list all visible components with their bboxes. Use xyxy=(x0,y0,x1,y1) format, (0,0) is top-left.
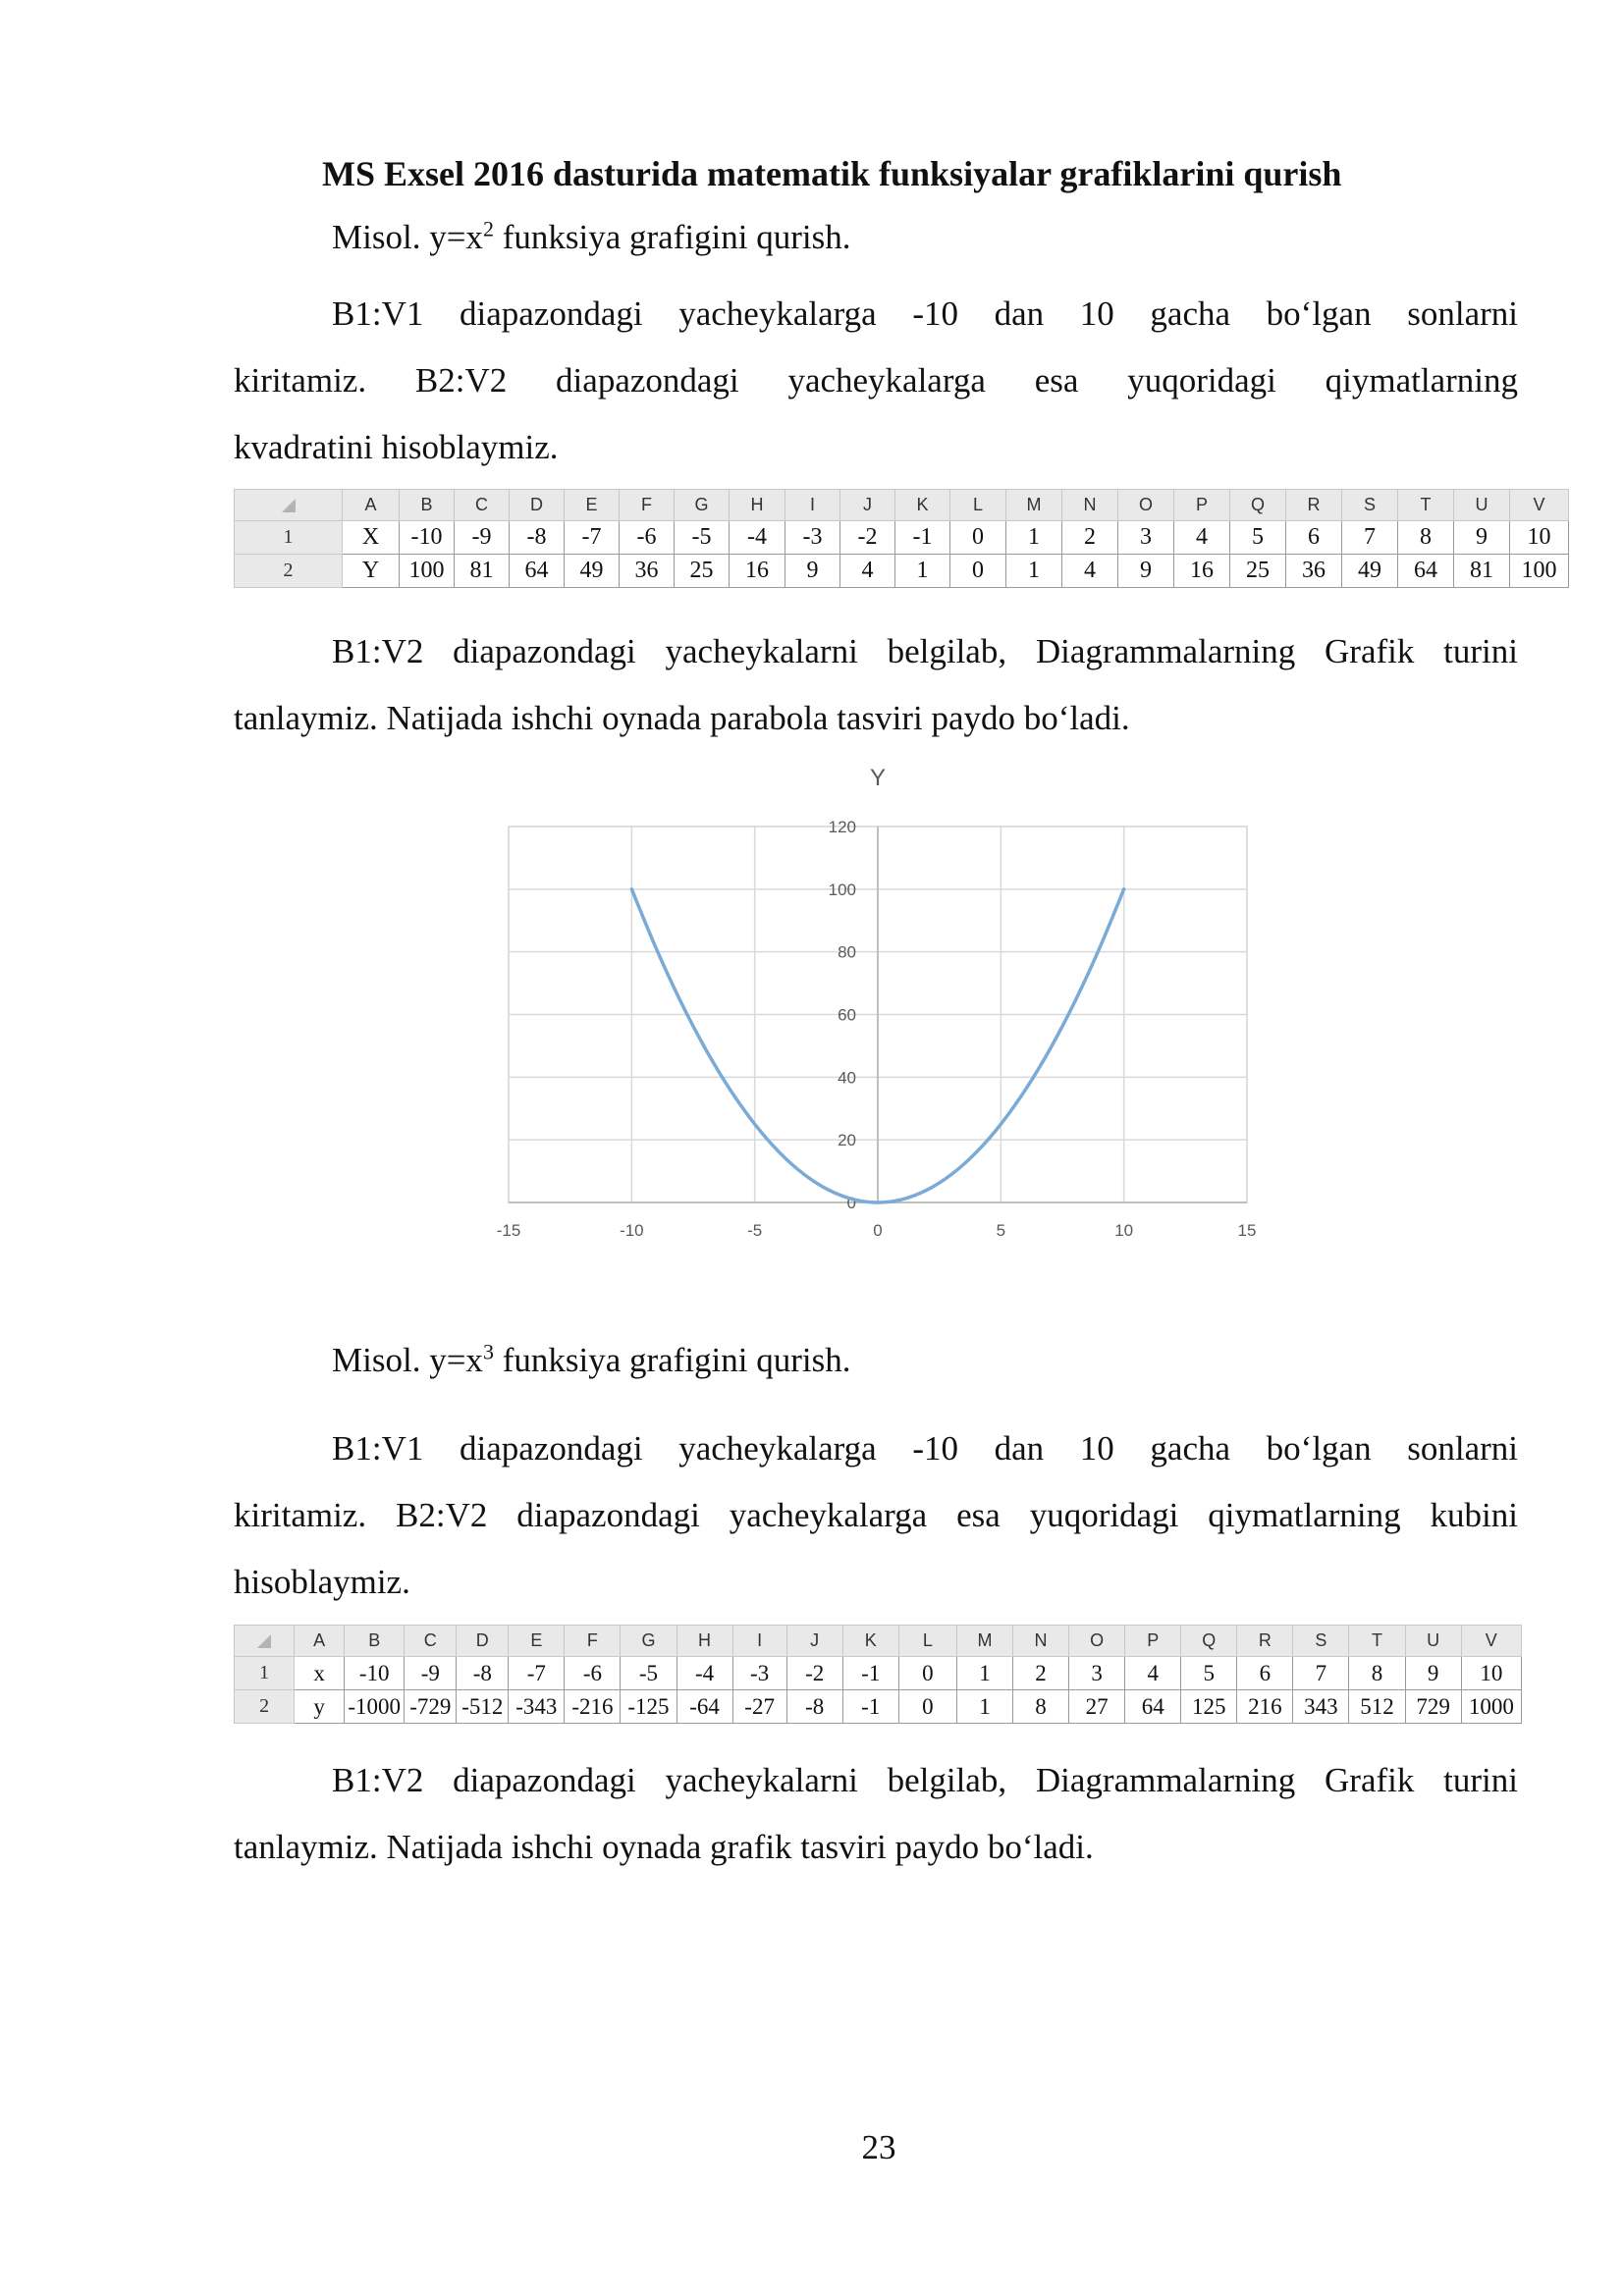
cell[interactable]: 1000 xyxy=(1461,1690,1521,1724)
cell[interactable]: -1000 xyxy=(345,1690,405,1724)
cell[interactable]: -27 xyxy=(732,1690,786,1724)
cell[interactable]: -7 xyxy=(509,1657,565,1690)
cell[interactable]: -8 xyxy=(786,1690,842,1724)
example1-title-exponent: 2 xyxy=(482,216,494,241)
cell[interactable]: 7 xyxy=(1293,1657,1349,1690)
cell[interactable]: 5 xyxy=(1181,1657,1237,1690)
paragraph-line: B1:V2 diapazondagi yacheykalarni belgilab, Diagrammalarning Grafik turini xyxy=(332,632,1518,670)
paragraph-line: kiritamiz. B2:V2 diapazondagi yacheykalarga esa yuqoridagi qiymatlarning kubini xyxy=(234,1496,1518,1534)
x-tick-label: 15 xyxy=(1237,1221,1257,1240)
cell[interactable]: 0 xyxy=(950,521,1006,555)
cell[interactable]: 4 xyxy=(1062,555,1118,588)
column-header[interactable]: P xyxy=(1125,1626,1181,1657)
column-header[interactable]: S xyxy=(1342,490,1398,521)
row-header[interactable]: 2 xyxy=(235,1690,295,1724)
column-header[interactable]: G xyxy=(621,1626,677,1657)
cell[interactable]: -3 xyxy=(732,1657,786,1690)
x-tick-label: 0 xyxy=(873,1221,883,1240)
y-tick-label: 120 xyxy=(828,818,856,836)
paragraph-line: kiritamiz. B2:V2 diapazondagi yacheykalarga esa yuqoridagi qiymatlarning xyxy=(234,361,1518,400)
cell[interactable]: 4 xyxy=(840,555,895,588)
cell[interactable]: 64 xyxy=(1398,555,1454,588)
cell[interactable]: 0 xyxy=(898,1690,956,1724)
column-header[interactable]: R xyxy=(1286,490,1342,521)
column-header[interactable]: T xyxy=(1349,1626,1405,1657)
cell[interactable]: 9 xyxy=(1454,521,1510,555)
cell[interactable]: -10 xyxy=(345,1657,405,1690)
column-header[interactable]: U xyxy=(1454,490,1510,521)
example2-paragraph xyxy=(234,1415,1518,1616)
cell[interactable]: 10 xyxy=(1510,521,1569,555)
cell[interactable]: -6 xyxy=(620,521,675,555)
column-header[interactable]: H xyxy=(677,1626,732,1657)
cell[interactable]: 216 xyxy=(1237,1690,1293,1724)
cell[interactable]: 9 xyxy=(1118,555,1174,588)
row-header[interactable]: 1 xyxy=(235,1657,295,1690)
column-header[interactable]: U xyxy=(1405,1626,1461,1657)
cell[interactable]: -3 xyxy=(785,521,840,555)
cell[interactable]: -216 xyxy=(565,1690,621,1724)
cell[interactable]: 8 xyxy=(1349,1657,1405,1690)
cell[interactable]: 49 xyxy=(1342,555,1398,588)
cell[interactable]: 81 xyxy=(455,555,510,588)
cell[interactable]: -729 xyxy=(405,1690,457,1724)
cell[interactable]: -6 xyxy=(565,1657,621,1690)
cell[interactable]: -2 xyxy=(840,521,895,555)
column-header[interactable]: L xyxy=(950,490,1006,521)
paragraph-line: kvadratini hisoblaymiz. xyxy=(234,428,559,466)
column-header[interactable]: V xyxy=(1461,1626,1521,1657)
cell[interactable]: 125 xyxy=(1181,1690,1237,1724)
cell[interactable]: 343 xyxy=(1293,1690,1349,1724)
y-tick-label: 0 xyxy=(846,1194,856,1212)
column-header[interactable]: E xyxy=(509,1626,565,1657)
cell[interactable]: 9 xyxy=(785,555,840,588)
column-header[interactable]: C xyxy=(455,490,510,521)
column-header-row xyxy=(235,1626,1522,1657)
cell[interactable]: 49 xyxy=(565,555,620,588)
cell[interactable]: 25 xyxy=(675,555,730,588)
cell[interactable]: 100 xyxy=(400,555,455,588)
column-header[interactable]: E xyxy=(565,490,620,521)
cell[interactable]: 1 xyxy=(895,555,950,588)
spreadsheet-table-squares xyxy=(234,489,1569,588)
table-row xyxy=(235,1690,1522,1724)
example1-title xyxy=(332,218,851,257)
cell[interactable]: -125 xyxy=(621,1690,677,1724)
cell[interactable]: X xyxy=(343,521,400,555)
cell[interactable]: -4 xyxy=(677,1657,732,1690)
column-header[interactable]: N xyxy=(1062,490,1118,521)
cell[interactable]: 0 xyxy=(950,555,1006,588)
cell[interactable]: x xyxy=(295,1657,345,1690)
cell[interactable]: 3 xyxy=(1069,1657,1125,1690)
paragraph-line: B1:V1 diapazondagi yacheykalarga -10 dan 10 gacha bo‘lgan sonlarni xyxy=(332,294,1518,333)
cell[interactable]: -5 xyxy=(621,1657,677,1690)
column-header[interactable]: H xyxy=(730,490,785,521)
cell[interactable]: -10 xyxy=(400,521,455,555)
cell[interactable]: 36 xyxy=(1286,555,1342,588)
table-row xyxy=(235,1657,1522,1690)
cell[interactable]: 1 xyxy=(1006,521,1062,555)
column-header[interactable]: K xyxy=(842,1626,898,1657)
table-row xyxy=(235,521,1569,555)
paragraph-line: tanlaymiz. Natijada ishchi oynada grafik tasviri paydo bo‘ladi. xyxy=(234,1828,1094,1866)
column-header[interactable]: B xyxy=(400,490,455,521)
column-header[interactable]: J xyxy=(786,1626,842,1657)
cell[interactable]: -9 xyxy=(455,521,510,555)
cell[interactable]: -9 xyxy=(405,1657,457,1690)
cell[interactable]: -8 xyxy=(510,521,565,555)
cell[interactable]: 27 xyxy=(1069,1690,1125,1724)
cell[interactable]: -1 xyxy=(842,1657,898,1690)
cell[interactable]: -2 xyxy=(786,1657,842,1690)
cell[interactable]: 3 xyxy=(1118,521,1174,555)
cell[interactable]: 64 xyxy=(510,555,565,588)
example1-paragraph xyxy=(234,281,1518,481)
select-all-triangle-icon xyxy=(282,499,296,512)
cell[interactable]: 36 xyxy=(620,555,675,588)
column-header[interactable]: Q xyxy=(1181,1626,1237,1657)
y-tick-label: 60 xyxy=(838,1005,856,1025)
y-tick-label: 80 xyxy=(838,942,856,962)
example2-title-exponent: 3 xyxy=(482,1339,494,1364)
cell[interactable]: 1 xyxy=(1006,555,1062,588)
chart-title: Y xyxy=(869,765,887,791)
cell[interactable]: -4 xyxy=(730,521,785,555)
x-tick-label: 5 xyxy=(996,1221,1006,1240)
select-all-corner[interactable] xyxy=(235,1626,295,1657)
column-header[interactable]: K xyxy=(895,490,950,521)
cell[interactable]: 1 xyxy=(956,1657,1012,1690)
column-header[interactable]: P xyxy=(1174,490,1230,521)
cell[interactable]: Y xyxy=(343,555,400,588)
cell[interactable]: 1 xyxy=(956,1690,1012,1724)
row-header[interactable]: 2 xyxy=(235,555,343,588)
cell[interactable]: y xyxy=(295,1690,345,1724)
page-number: 23 xyxy=(861,2128,896,2166)
cell[interactable]: 729 xyxy=(1405,1690,1461,1724)
column-header[interactable]: M xyxy=(956,1626,1012,1657)
column-header[interactable]: O xyxy=(1069,1626,1125,1657)
column-header[interactable]: C xyxy=(405,1626,457,1657)
cell[interactable]: 6 xyxy=(1286,521,1342,555)
column-header[interactable]: I xyxy=(732,1626,786,1657)
page-heading: MS Exsel 2016 dasturida matematik funksiyalar grafiklarini qurish xyxy=(322,154,1342,193)
column-header[interactable]: A xyxy=(295,1626,345,1657)
cell[interactable]: -64 xyxy=(677,1690,732,1724)
cell[interactable]: 16 xyxy=(730,555,785,588)
cell[interactable]: -8 xyxy=(457,1657,509,1690)
cell[interactable]: -5 xyxy=(675,521,730,555)
spreadsheet-table-cubes xyxy=(234,1625,1522,1724)
column-header[interactable]: Q xyxy=(1230,490,1286,521)
x-tick-label: -5 xyxy=(747,1221,763,1240)
example2-after-paragraph xyxy=(234,1747,1518,1881)
column-header[interactable]: F xyxy=(620,490,675,521)
column-header[interactable]: A xyxy=(343,490,400,521)
cell[interactable]: 100 xyxy=(1510,555,1569,588)
column-header[interactable]: B xyxy=(345,1626,405,1657)
cell[interactable]: -1 xyxy=(895,521,950,555)
example1-title-prefix: Misol. y=x xyxy=(332,218,483,256)
example1-after-paragraph xyxy=(234,618,1518,752)
column-header[interactable]: G xyxy=(675,490,730,521)
parabola-chart xyxy=(481,756,1286,1256)
x-tick-label: -15 xyxy=(496,1221,521,1240)
column-header[interactable]: R xyxy=(1237,1626,1293,1657)
column-header[interactable]: S xyxy=(1293,1626,1349,1657)
paragraph-line: B1:V2 diapazondagi yacheykalarni belgilab, Diagrammalarning Grafik turini xyxy=(332,1761,1518,1799)
column-header[interactable]: T xyxy=(1398,490,1454,521)
cell[interactable]: 9 xyxy=(1405,1657,1461,1690)
column-header[interactable]: D xyxy=(457,1626,509,1657)
cell[interactable]: 4 xyxy=(1174,521,1230,555)
paragraph-line: B1:V1 diapazondagi yacheykalarga -10 dan 10 gacha bo‘lgan sonlarni xyxy=(332,1429,1518,1468)
cell[interactable]: 8 xyxy=(1398,521,1454,555)
cell[interactable]: 6 xyxy=(1237,1657,1293,1690)
cell[interactable]: 25 xyxy=(1230,555,1286,588)
select-all-corner[interactable] xyxy=(235,490,343,521)
column-header[interactable]: O xyxy=(1118,490,1174,521)
cell[interactable]: 16 xyxy=(1174,555,1230,588)
y-tick-label: 20 xyxy=(838,1131,856,1150)
cell[interactable]: -1 xyxy=(842,1690,898,1724)
x-tick-label: 10 xyxy=(1114,1221,1134,1240)
cell[interactable]: 64 xyxy=(1125,1690,1181,1724)
cell[interactable]: 5 xyxy=(1230,521,1286,555)
y-tick-label: 40 xyxy=(838,1068,856,1088)
cell[interactable]: 8 xyxy=(1013,1690,1069,1724)
column-header[interactable]: N xyxy=(1013,1626,1069,1657)
cell[interactable]: 512 xyxy=(1349,1690,1405,1724)
cell[interactable]: 81 xyxy=(1454,555,1510,588)
column-header[interactable]: D xyxy=(510,490,565,521)
example2-title-suffix: funksiya grafigini qurish. xyxy=(493,1341,851,1379)
column-header[interactable]: M xyxy=(1006,490,1062,521)
cell[interactable]: 0 xyxy=(898,1657,956,1690)
column-header[interactable]: L xyxy=(898,1626,956,1657)
paragraph-line: hisoblaymiz. xyxy=(234,1563,410,1601)
paragraph-line: tanlaymiz. Natijada ishchi oynada parabola tasviri paydo bo‘ladi. xyxy=(234,699,1130,737)
column-header[interactable]: V xyxy=(1510,490,1569,521)
cell[interactable]: -7 xyxy=(565,521,620,555)
cell[interactable]: 10 xyxy=(1461,1657,1521,1690)
column-header-row xyxy=(235,490,1569,521)
select-all-triangle-icon xyxy=(257,1634,271,1648)
cell[interactable]: -512 xyxy=(457,1690,509,1724)
x-tick-label: -10 xyxy=(620,1221,644,1240)
y-tick-label: 100 xyxy=(828,880,856,899)
example2-title xyxy=(332,1341,851,1380)
row-header[interactable]: 1 xyxy=(235,521,343,555)
table-row xyxy=(235,555,1569,588)
cell[interactable]: -343 xyxy=(509,1690,565,1724)
cell[interactable]: 7 xyxy=(1342,521,1398,555)
column-header[interactable]: F xyxy=(565,1626,621,1657)
cell[interactable]: 4 xyxy=(1125,1657,1181,1690)
example1-title-suffix: funksiya grafigini qurish. xyxy=(493,218,851,256)
column-header[interactable]: J xyxy=(840,490,895,521)
example2-title-prefix: Misol. y=x xyxy=(332,1341,483,1379)
cell[interactable]: 2 xyxy=(1013,1657,1069,1690)
column-header[interactable]: I xyxy=(785,490,840,521)
cell[interactable]: 2 xyxy=(1062,521,1118,555)
